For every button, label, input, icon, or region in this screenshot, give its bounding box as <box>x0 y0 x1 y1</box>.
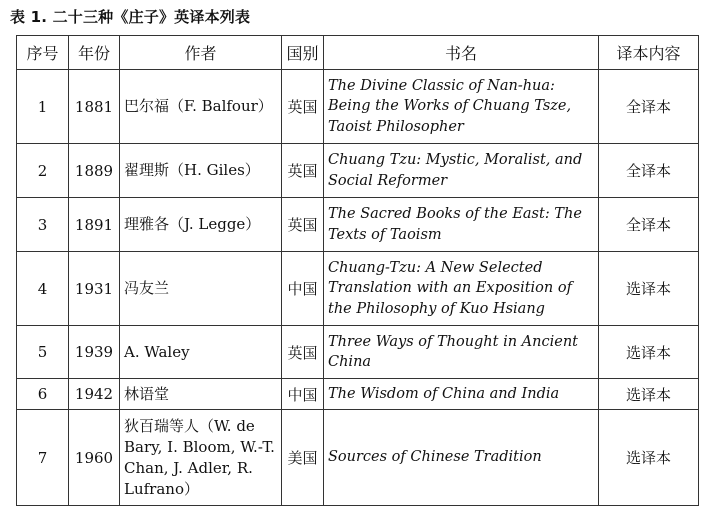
cell-translator: 翟理斯（H. Giles） <box>120 144 282 198</box>
cell-translator: 理雅各（J. Legge） <box>120 198 282 252</box>
cell-translator: 巴尔福（F. Balfour） <box>120 70 282 144</box>
cell-content: 全译本 <box>599 198 699 252</box>
cell-index: 6 <box>17 379 69 410</box>
cell-translator: 狄百瑞等人（W. de Bary, I. Bloom, W.-T. Chan, J. Adler, R. Lufrano） <box>120 410 282 506</box>
cell-index: 2 <box>17 144 69 198</box>
table-row <box>17 70 699 144</box>
cell-year: 1881 <box>69 70 120 144</box>
cell-title: The Sacred Books of the East: The Texts of Taoism <box>324 198 599 252</box>
cell-index: 7 <box>17 410 69 506</box>
cell-title: The Divine Classic of Nan-hua: Being the Works of Chuang Tsze, Taoist Philosopher <box>324 70 599 144</box>
cell-year: 1931 <box>69 252 120 326</box>
table-row <box>17 410 699 506</box>
table-row <box>17 326 699 379</box>
cell-year: 1960 <box>69 410 120 506</box>
cell-index: 5 <box>17 326 69 379</box>
header-row <box>17 36 699 70</box>
cell-nationality: 中国 <box>282 379 324 410</box>
translations-table <box>16 35 699 506</box>
cell-year: 1891 <box>69 198 120 252</box>
cell-nationality: 英国 <box>282 144 324 198</box>
table-row <box>17 379 699 410</box>
cell-content: 选译本 <box>599 410 699 506</box>
cell-title: Chuang-Tzu: A New Selected Translation with an Exposition of the Philosophy of Kuo Hsiang <box>324 252 599 326</box>
cell-year: 1942 <box>69 379 120 410</box>
cell-title: The Wisdom of China and India <box>324 379 599 410</box>
cell-title: Chuang Tzu: Mystic, Moralist, and Social Reformer <box>324 144 599 198</box>
table-caption: 表 1. 二十三种《庄子》英译本列表 <box>10 8 251 26</box>
cell-title: Three Ways of Thought in Ancient China <box>324 326 599 379</box>
cell-nationality: 英国 <box>282 198 324 252</box>
cell-translator: 林语堂 <box>120 379 282 410</box>
header-title: 书名 <box>324 36 599 70</box>
cell-content: 选译本 <box>599 252 699 326</box>
cell-translator: A. Waley <box>120 326 282 379</box>
cell-content: 选译本 <box>599 379 699 410</box>
header-content: 译本内容 <box>599 36 699 70</box>
cell-index: 1 <box>17 70 69 144</box>
table-row <box>17 144 699 198</box>
cell-nationality: 英国 <box>282 326 324 379</box>
header-nationality: 国别 <box>282 36 324 70</box>
cell-index: 3 <box>17 198 69 252</box>
header-translator: 作者 <box>120 36 282 70</box>
cell-nationality: 中国 <box>282 252 324 326</box>
cell-nationality: 英国 <box>282 70 324 144</box>
cell-nationality: 美国 <box>282 410 324 506</box>
cell-content: 选译本 <box>599 326 699 379</box>
header-year: 年份 <box>69 36 120 70</box>
cell-title: Sources of Chinese Tradition <box>324 410 599 506</box>
cell-index: 4 <box>17 252 69 326</box>
cell-content: 全译本 <box>599 144 699 198</box>
table-row <box>17 252 699 326</box>
cell-year: 1889 <box>69 144 120 198</box>
cell-translator: 冯友兰 <box>120 252 282 326</box>
table-row <box>17 198 699 252</box>
cell-content: 全译本 <box>599 70 699 144</box>
cell-year: 1939 <box>69 326 120 379</box>
header-index: 序号 <box>17 36 69 70</box>
